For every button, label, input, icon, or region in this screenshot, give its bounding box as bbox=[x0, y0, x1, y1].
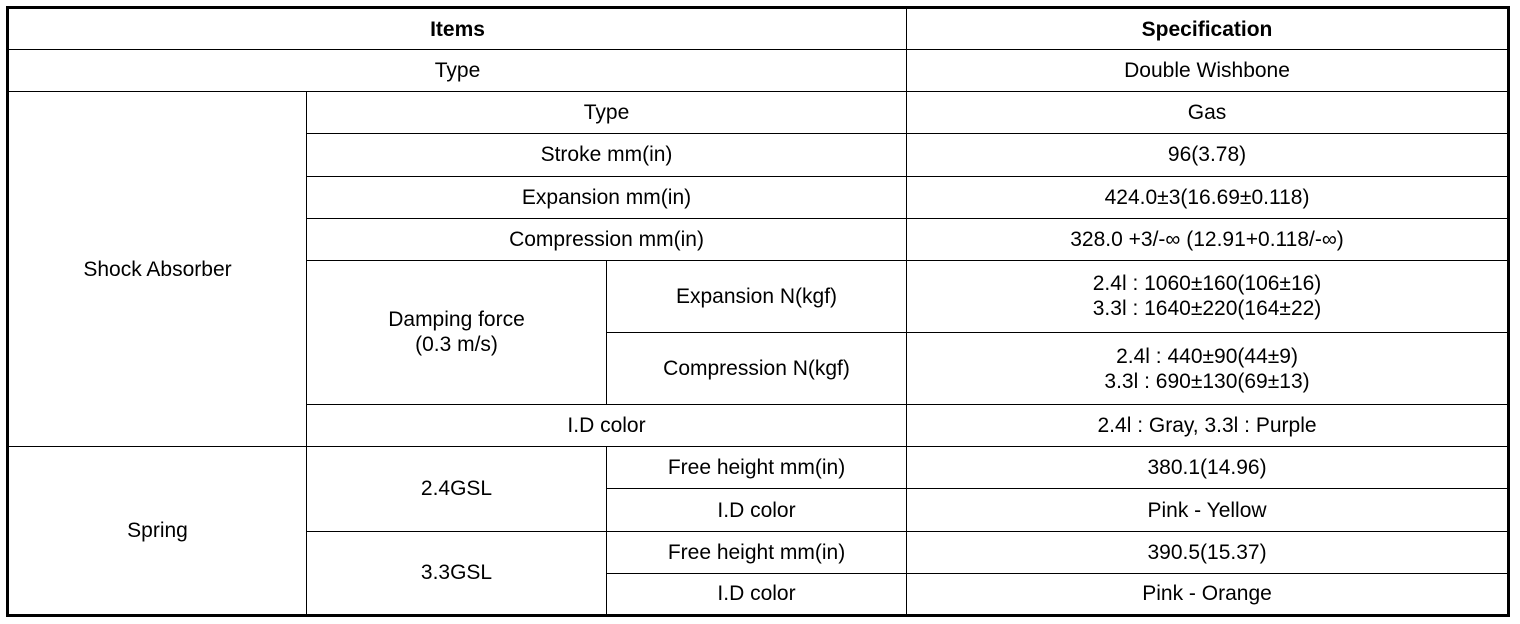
specification-table bbox=[6, 6, 1510, 617]
gsl33-free-height-label: Free height mm(in) bbox=[607, 531, 907, 573]
shock-id-color-label: I.D color bbox=[307, 405, 907, 447]
gsl24-id-color-label: I.D color bbox=[607, 489, 907, 531]
shock-id-color-value: 2.4l : Gray, 3.3l : Purple bbox=[907, 405, 1509, 447]
expansion-value: 424.0±3(16.69±0.118) bbox=[907, 176, 1509, 218]
table-row bbox=[8, 92, 1509, 134]
header-row bbox=[8, 8, 1509, 50]
gsl24-label: 2.4GSL bbox=[307, 447, 607, 531]
gsl33-free-height-value: 390.5(15.37) bbox=[907, 531, 1509, 573]
damping-compression-label: Compression N(kgf) bbox=[607, 332, 907, 404]
header-specification: Specification bbox=[907, 8, 1509, 50]
shock-absorber-label: Shock Absorber bbox=[8, 92, 307, 447]
type-label: Type bbox=[8, 50, 907, 92]
damping-expansion-value bbox=[907, 260, 1509, 332]
damping-force-line2: (0.3 m/s) bbox=[415, 333, 498, 357]
compression-label: Compression mm(in) bbox=[307, 218, 907, 260]
gsl24-id-color-value: Pink - Yellow bbox=[907, 489, 1509, 531]
spring-label: Spring bbox=[8, 447, 307, 616]
damping-compression-line1: 2.4l : 440±90(44±9) bbox=[1116, 344, 1298, 368]
damping-expansion-line2: 3.3l : 1640±220(164±22) bbox=[1092, 297, 1322, 321]
shock-type-label: Type bbox=[307, 92, 907, 134]
shock-type-value: Gas bbox=[907, 92, 1509, 134]
gsl24-free-height-value: 380.1(14.96) bbox=[907, 447, 1509, 489]
damping-expansion-label: Expansion N(kgf) bbox=[607, 260, 907, 332]
type-value: Double Wishbone bbox=[907, 50, 1509, 92]
damping-expansion-line1: 2.4l : 1060±160(106±16) bbox=[1092, 272, 1322, 296]
damping-compression-line2: 3.3l : 690±130(69±13) bbox=[1104, 369, 1310, 393]
gsl33-label: 3.3GSL bbox=[307, 531, 607, 615]
header-items: Items bbox=[8, 8, 907, 50]
compression-value: 328.0 +3/-∞ (12.91+0.118/-∞) bbox=[907, 218, 1509, 260]
table-row bbox=[8, 447, 1509, 489]
expansion-label: Expansion mm(in) bbox=[307, 176, 907, 218]
damping-force-label bbox=[307, 260, 607, 404]
table-row bbox=[8, 50, 1509, 92]
gsl33-id-color-label: I.D color bbox=[607, 573, 907, 615]
damping-force-line1: Damping force bbox=[388, 308, 525, 332]
damping-compression-value bbox=[907, 332, 1509, 404]
stroke-value: 96(3.78) bbox=[907, 134, 1509, 176]
gsl24-free-height-label: Free height mm(in) bbox=[607, 447, 907, 489]
gsl33-id-color-value: Pink - Orange bbox=[907, 573, 1509, 615]
stroke-label: Stroke mm(in) bbox=[307, 134, 907, 176]
